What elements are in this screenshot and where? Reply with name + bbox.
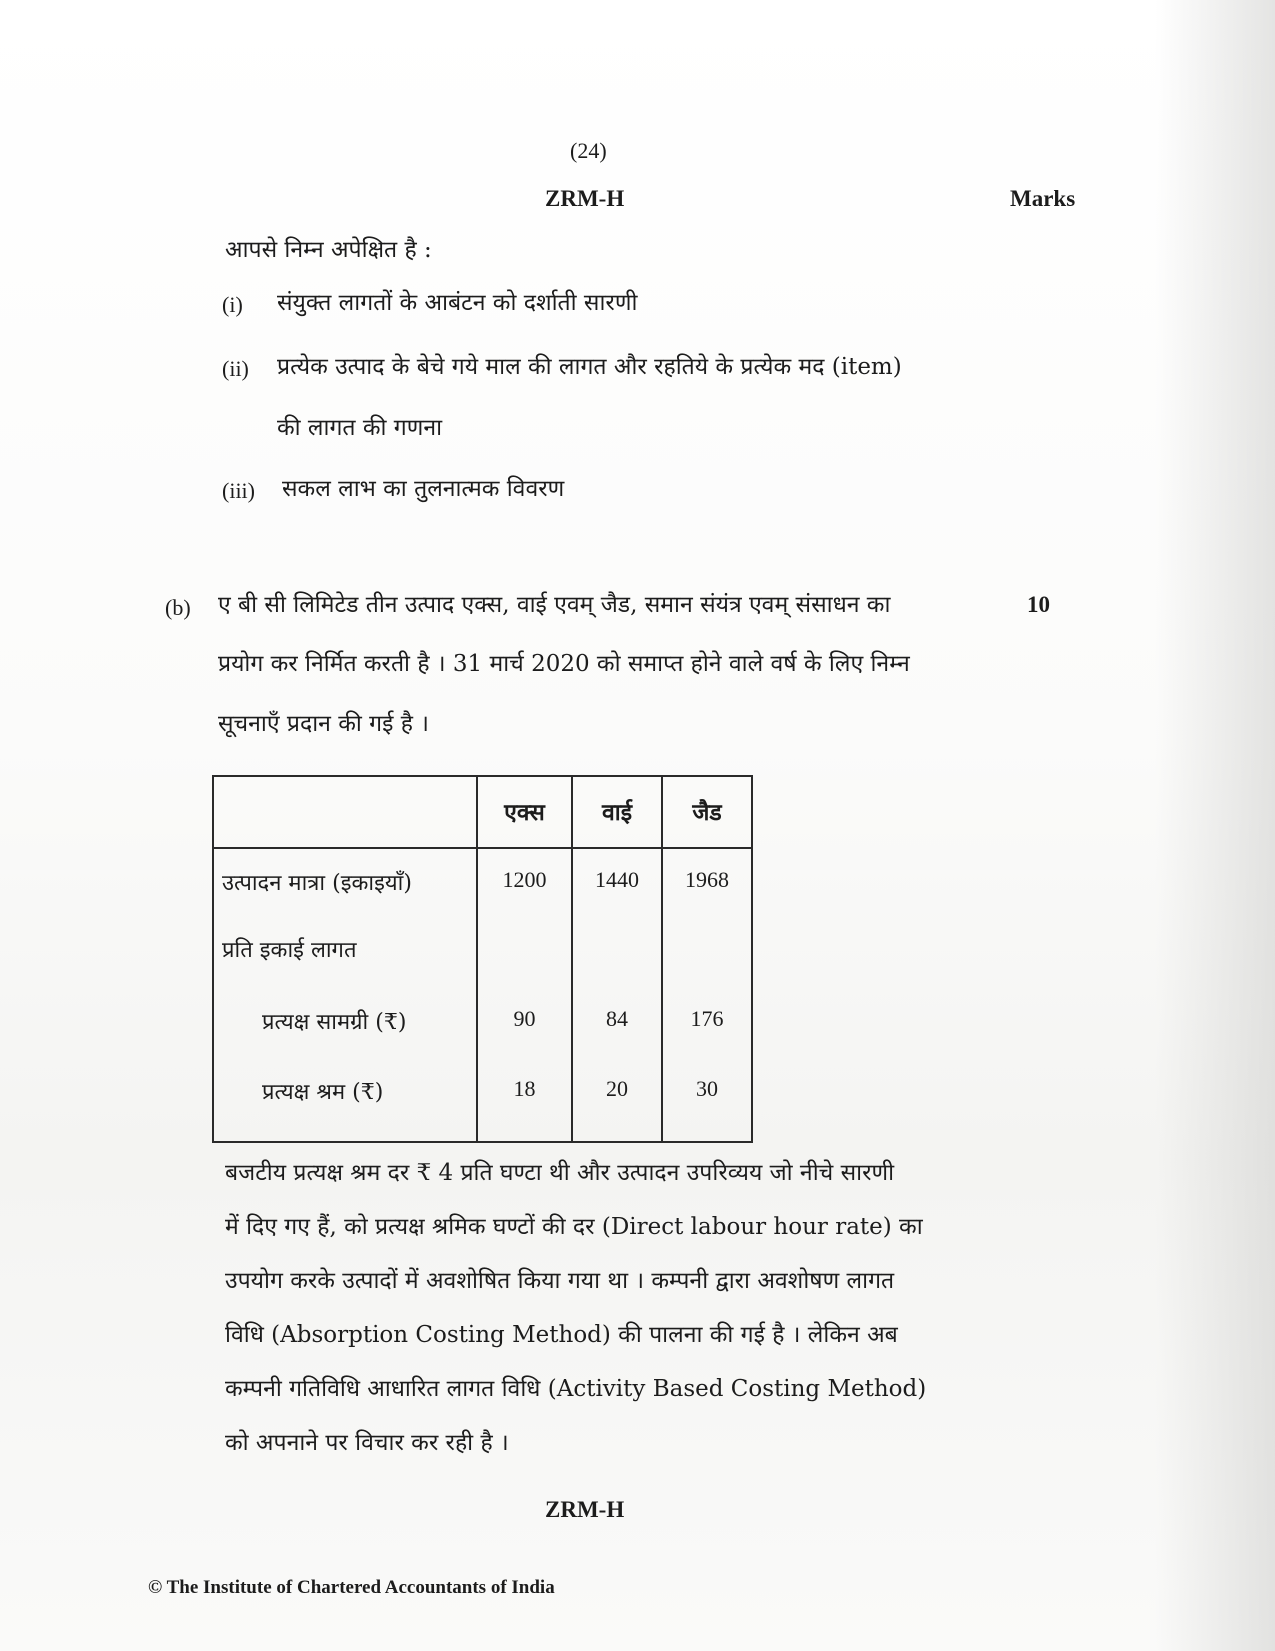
table-header-row — [213, 776, 752, 848]
table-cell: 30 — [662, 1062, 752, 1142]
table-cell: 90 — [477, 990, 572, 1062]
marks-column-heading: Marks — [1010, 186, 1076, 211]
table-cell: 18 — [477, 1062, 572, 1142]
paragraph-line-1: बजटीय प्रत्यक्ष श्रम दर ₹ 4 प्रति घण्टा थी और उत्पादन उपरिव्यय जो नीचे सारणी — [225, 1160, 895, 1186]
paragraph-line-5: कम्पनी गतिविधि आधारित लागत विधि (Activity Based Costing Method) — [225, 1376, 927, 1402]
table-header-blank — [213, 776, 477, 848]
question-b-label: (b) — [165, 595, 191, 620]
requirement-text-iii: सकल लाभ का तुलनात्मक विवरण — [282, 476, 565, 502]
table-cell: 176 — [662, 990, 752, 1062]
paragraph-line-3: उपयोग करके उत्पादों में अवशोषित किया गया था । कम्पनी द्वारा अवशोषण लागत — [225, 1268, 895, 1294]
paragraph-line-6: को अपनाने पर विचार कर रही है । — [225, 1430, 509, 1456]
requirement-label-ii: (ii) — [222, 356, 249, 381]
row-label-direct-material: प्रत्यक्ष सामग्री (₹) — [262, 1010, 407, 1035]
table-cell: 20 — [572, 1062, 662, 1142]
requirement-label-iii: (iii) — [222, 478, 255, 503]
table-cell: 1200 — [477, 848, 572, 920]
question-b-marks: 10 — [1027, 592, 1050, 617]
table-cell: 1440 — [572, 848, 662, 920]
requirement-text-i: संयुक्त लागतों के आबंटन को दर्शाती सारणी — [277, 290, 638, 316]
page-edge-shadow — [1155, 0, 1275, 1651]
question-b-line-3: सूचनाएँ प्रदान की गई है । — [218, 711, 429, 737]
table-header-product-y: वाई — [572, 776, 662, 848]
requirement-label-i: (i) — [222, 292, 243, 317]
table-header-product-x: एक्स — [477, 776, 572, 848]
paper-code-header: ZRM-H — [545, 186, 625, 211]
paper-code-footer: ZRM-H — [545, 1497, 625, 1522]
requirement-text-ii: प्रत्येक उत्पाद के बेचे गये माल की लागत और रहतिये के प्रत्येक मद (item) — [277, 354, 902, 380]
paragraph-line-4: विधि (Absorption Costing Method) की पालना की गई है । लेकिन अब — [225, 1322, 898, 1348]
table-cell — [477, 920, 572, 990]
row-label-cost-per-unit: प्रति इकाई लागत — [222, 938, 357, 963]
product-cost-table — [212, 775, 753, 1143]
table-cell — [572, 920, 662, 990]
question-b-line-2: प्रयोग कर निर्मित करती है । 31 मार्च 2020 को समाप्त होने वाले वर्ष के लिए निम्न — [218, 651, 910, 677]
copyright-notice: © The Institute of Chartered Accountants of India — [148, 1577, 555, 1598]
table-row — [213, 1062, 752, 1142]
requirements-intro: आपसे निम्न अपेक्षित है : — [225, 237, 432, 263]
row-label-production-quantity: उत्पादन मात्रा (इकाइयाँ) — [222, 871, 412, 896]
table-row — [213, 920, 752, 990]
table-cell: 84 — [572, 990, 662, 1062]
table-cell — [662, 920, 752, 990]
table-header-product-z: जैड — [662, 776, 752, 848]
row-label-direct-labour: प्रत्यक्ष श्रम (₹) — [262, 1080, 384, 1105]
paragraph-line-2: में दिए गए हैं, को प्रत्यक्ष श्रमिक घण्टों की दर (Direct labour hour rate) का — [225, 1214, 923, 1240]
requirement-text-ii-continued: की लागत की गणना — [277, 415, 443, 441]
table-row — [213, 990, 752, 1062]
table-row — [213, 848, 752, 920]
table-cell: 1968 — [662, 848, 752, 920]
question-b-line-1: ए बी सी लिमिटेड तीन उत्पाद एक्स, वाई एवम् जैड, समान संयंत्र एवम् संसाधन का — [218, 592, 891, 618]
page-number: (24) — [570, 138, 607, 163]
